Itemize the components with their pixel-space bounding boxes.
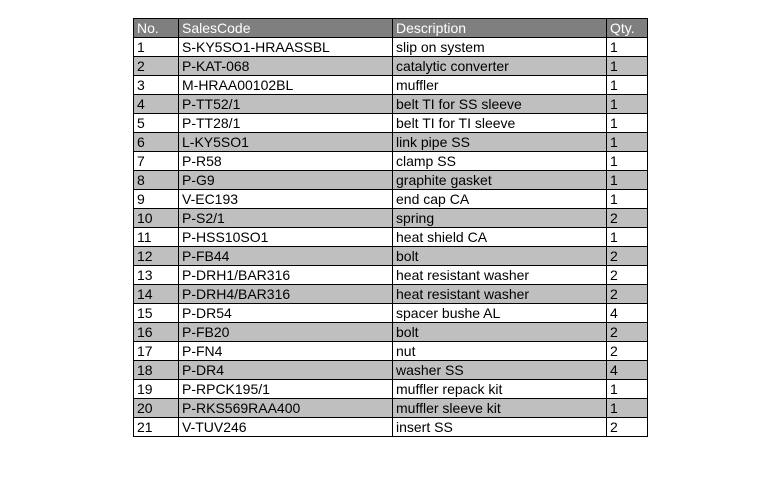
- cell-no: 9: [134, 190, 179, 209]
- cell-qty: 2: [607, 323, 648, 342]
- cell-description: nut: [393, 342, 607, 361]
- cell-salescode: M-HRAA00102BL: [179, 76, 393, 95]
- table-row: [134, 114, 648, 133]
- cell-qty: 1: [607, 95, 648, 114]
- cell-salescode: V-EC193: [179, 190, 393, 209]
- cell-qty: 4: [607, 361, 648, 380]
- parts-list-table: [133, 18, 648, 437]
- table-row: [134, 342, 648, 361]
- header-qty: Qty.: [607, 19, 648, 38]
- cell-salescode: P-FB44: [179, 247, 393, 266]
- cell-description: belt TI for TI sleeve: [393, 114, 607, 133]
- cell-qty: 1: [607, 57, 648, 76]
- table-header: [134, 19, 648, 38]
- cell-salescode: P-DRH4/BAR316: [179, 285, 393, 304]
- cell-qty: 1: [607, 76, 648, 95]
- table-row: [134, 190, 648, 209]
- cell-salescode: V-TUV246: [179, 418, 393, 437]
- table-row: [134, 171, 648, 190]
- cell-no: 6: [134, 133, 179, 152]
- cell-no: 8: [134, 171, 179, 190]
- cell-description: clamp SS: [393, 152, 607, 171]
- cell-salescode: P-RPCK195/1: [179, 380, 393, 399]
- cell-no: 17: [134, 342, 179, 361]
- table-row: [134, 323, 648, 342]
- cell-no: 5: [134, 114, 179, 133]
- cell-salescode: P-DRH1/BAR316: [179, 266, 393, 285]
- cell-no: 15: [134, 304, 179, 323]
- cell-salescode: L-KY5SO1: [179, 133, 393, 152]
- cell-qty: 2: [607, 285, 648, 304]
- table-row: [134, 38, 648, 57]
- cell-salescode: P-DR4: [179, 361, 393, 380]
- cell-description: heat shield CA: [393, 228, 607, 247]
- cell-no: 10: [134, 209, 179, 228]
- cell-no: 18: [134, 361, 179, 380]
- cell-description: washer SS: [393, 361, 607, 380]
- cell-no: 2: [134, 57, 179, 76]
- table-row: [134, 399, 648, 418]
- cell-description: slip on system: [393, 38, 607, 57]
- table-row: [134, 57, 648, 76]
- cell-no: 11: [134, 228, 179, 247]
- cell-qty: 1: [607, 380, 648, 399]
- cell-no: 12: [134, 247, 179, 266]
- cell-no: 20: [134, 399, 179, 418]
- table-row: [134, 304, 648, 323]
- cell-salescode: P-DR54: [179, 304, 393, 323]
- cell-no: 4: [134, 95, 179, 114]
- cell-description: muffler: [393, 76, 607, 95]
- header-salescode: SalesCode: [179, 19, 393, 38]
- table-row: [134, 76, 648, 95]
- cell-salescode: P-FB20: [179, 323, 393, 342]
- header-no: No.: [134, 19, 179, 38]
- table-row: [134, 418, 648, 437]
- cell-description: catalytic converter: [393, 57, 607, 76]
- cell-no: 3: [134, 76, 179, 95]
- cell-description: link pipe SS: [393, 133, 607, 152]
- cell-no: 19: [134, 380, 179, 399]
- cell-qty: 1: [607, 228, 648, 247]
- table-row: [134, 228, 648, 247]
- header-row: [134, 19, 648, 38]
- table-row: [134, 266, 648, 285]
- cell-no: 21: [134, 418, 179, 437]
- cell-no: 1: [134, 38, 179, 57]
- cell-salescode: P-RKS569RAA400: [179, 399, 393, 418]
- table-row: [134, 247, 648, 266]
- cell-description: end cap CA: [393, 190, 607, 209]
- cell-description: spacer bushe AL: [393, 304, 607, 323]
- cell-qty: 2: [607, 247, 648, 266]
- cell-qty: 1: [607, 114, 648, 133]
- cell-salescode: P-R58: [179, 152, 393, 171]
- cell-salescode: P-G9: [179, 171, 393, 190]
- cell-qty: 2: [607, 418, 648, 437]
- table-row: [134, 380, 648, 399]
- cell-salescode: S-KY5SO1-HRAASSBL: [179, 38, 393, 57]
- cell-salescode: P-TT52/1: [179, 95, 393, 114]
- table-body: [134, 38, 648, 437]
- cell-qty: 1: [607, 152, 648, 171]
- cell-description: belt TI for SS sleeve: [393, 95, 607, 114]
- cell-no: 7: [134, 152, 179, 171]
- cell-qty: 1: [607, 38, 648, 57]
- cell-no: 16: [134, 323, 179, 342]
- cell-no: 13: [134, 266, 179, 285]
- table-row: [134, 285, 648, 304]
- table-row: [134, 133, 648, 152]
- cell-description: bolt: [393, 247, 607, 266]
- cell-salescode: P-TT28/1: [179, 114, 393, 133]
- cell-no: 14: [134, 285, 179, 304]
- cell-qty: 2: [607, 342, 648, 361]
- cell-description: insert SS: [393, 418, 607, 437]
- cell-salescode: P-S2/1: [179, 209, 393, 228]
- cell-description: heat resistant washer: [393, 266, 607, 285]
- cell-qty: 2: [607, 266, 648, 285]
- cell-description: bolt: [393, 323, 607, 342]
- cell-description: heat resistant washer: [393, 285, 607, 304]
- table-row: [134, 361, 648, 380]
- cell-qty: 1: [607, 190, 648, 209]
- cell-qty: 4: [607, 304, 648, 323]
- cell-description: spring: [393, 209, 607, 228]
- cell-salescode: P-KAT-068: [179, 57, 393, 76]
- table-row: [134, 152, 648, 171]
- table-row: [134, 95, 648, 114]
- cell-salescode: P-HSS10SO1: [179, 228, 393, 247]
- cell-qty: 2: [607, 209, 648, 228]
- cell-qty: 1: [607, 399, 648, 418]
- cell-qty: 1: [607, 171, 648, 190]
- cell-description: muffler repack kit: [393, 380, 607, 399]
- header-description: Description: [393, 19, 607, 38]
- cell-description: graphite gasket: [393, 171, 607, 190]
- cell-salescode: P-FN4: [179, 342, 393, 361]
- cell-description: muffler sleeve kit: [393, 399, 607, 418]
- table-row: [134, 209, 648, 228]
- cell-qty: 1: [607, 133, 648, 152]
